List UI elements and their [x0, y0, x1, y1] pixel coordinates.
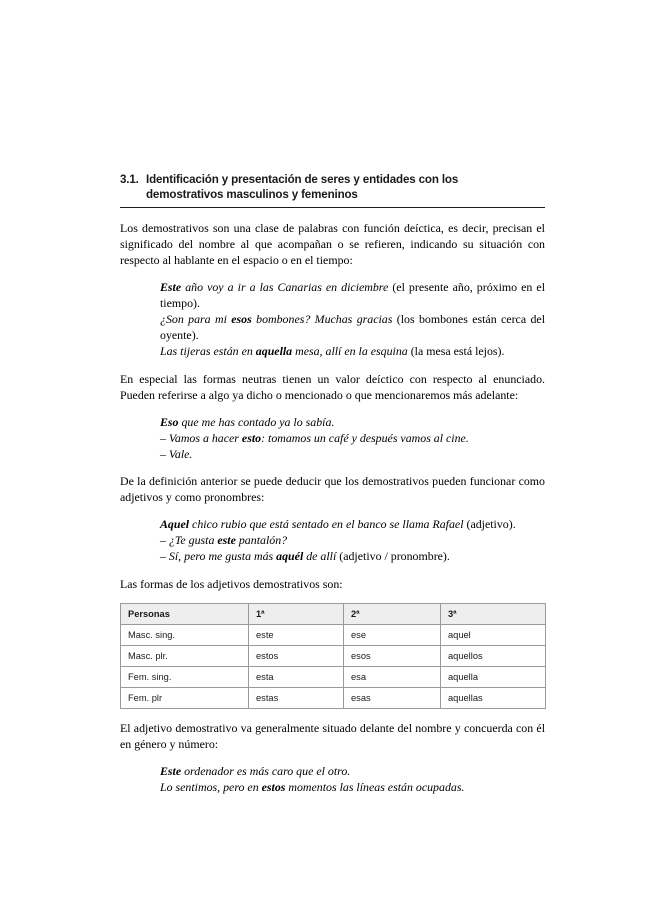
- table-header-row: [121, 603, 546, 624]
- example-text: ordenador es más caro que el otro.: [181, 763, 351, 778]
- example-text: mesa, allí en la esquina: [292, 344, 411, 359]
- dialogue-dash: –: [160, 533, 166, 548]
- spacer: [120, 462, 545, 473]
- example-text: pantalón?: [235, 533, 288, 548]
- section-title: [146, 172, 545, 203]
- example-line: [160, 430, 545, 446]
- example-text: Vale.: [165, 446, 193, 461]
- table-row: [121, 666, 546, 687]
- example-gloss: (adjetivo / pronombre).: [339, 549, 450, 564]
- example-gloss: (adjetivo).: [466, 517, 516, 532]
- spacer: [120, 709, 545, 720]
- example-line: [160, 516, 545, 532]
- spacer: [120, 208, 545, 220]
- table-cell-value: aquel: [441, 624, 546, 645]
- spacer: [120, 403, 545, 414]
- section-title-line1: Identificación y presentación de seres y entidades con los: [146, 173, 459, 186]
- example-text: bombones? Muchas gracias: [251, 312, 397, 327]
- page-title: [120, 172, 545, 203]
- demonstrative-term: aquella: [255, 344, 293, 359]
- table-row: [121, 687, 546, 708]
- spacer: [120, 360, 545, 371]
- paragraph-intro: Los demostrativos son una clase de palabras con función deíctica, es decir, precisan el significado del nombre al que acompañan o se refieren, indicando su situación con respecto al hablante en el espacio o en el tiempo:: [120, 220, 545, 267]
- example-block-4: [160, 763, 545, 795]
- column-header-personas: Personas: [121, 603, 249, 624]
- table-cell-value: esta: [249, 666, 344, 687]
- dialogue-dash: –: [160, 549, 166, 564]
- example-gloss: (la mesa está lejos).: [410, 344, 505, 359]
- table-cell-value: esos: [344, 645, 441, 666]
- example-line: [160, 446, 545, 462]
- example-line: [160, 532, 545, 548]
- table-cell-value: esa: [344, 666, 441, 687]
- dialogue-dash: –: [160, 430, 166, 445]
- example-line: [160, 763, 545, 779]
- paragraph-formas-intro: Las formas de los adjetivos demostrativos son:: [120, 576, 343, 591]
- example-block-2: [160, 414, 545, 462]
- demonstrative-term: Este: [160, 280, 182, 295]
- table-cell-value: estas: [249, 687, 344, 708]
- example-text: Las tijeras están en: [160, 344, 256, 359]
- paragraph-concordancia: El adjetivo demostrativo va generalmente situado delante del nombre y concuerda con él en género y número:: [120, 720, 545, 751]
- example-text: Sí, pero me gusta más: [165, 549, 277, 564]
- spacer: [120, 268, 545, 279]
- example-text: Vamos a hacer: [165, 430, 242, 445]
- table-cell-value: aquellas: [441, 687, 546, 708]
- demonstrative-term: aquél: [276, 549, 304, 564]
- demonstrative-term: esto: [241, 430, 262, 445]
- example-gloss: (el presente año, próximo en el tiempo).: [160, 280, 545, 311]
- spacer: [120, 752, 545, 763]
- spacer: [120, 505, 545, 516]
- table-cell-value: ese: [344, 624, 441, 645]
- example-line: [160, 311, 545, 343]
- paragraph-neutras: En especial las formas neutras tienen un valor deíctico con respecto al enunciado. Pueden referirse a algo ya dicho o mencionado o que mencionaremos más adelante:: [120, 371, 545, 402]
- example-text: momentos las líneas están ocupadas.: [285, 779, 465, 794]
- demonstrative-term: este: [217, 533, 236, 548]
- spacer: [120, 565, 545, 576]
- example-block-1: [160, 279, 545, 359]
- column-header-tercera: 3ª: [441, 603, 546, 624]
- demonstrative-forms-table: [120, 603, 546, 709]
- table-cell-label: Fem. sing.: [121, 666, 249, 687]
- example-line: [160, 279, 545, 311]
- demonstrative-term: Aquel: [160, 517, 190, 532]
- example-gloss: (los bombones están cerca del oyente).: [160, 312, 545, 343]
- paragraph-definicion: De la definición anterior se puede deducir que los demostrativos pueden funcionar como adjetivos y como pronombres:: [120, 474, 545, 505]
- section-title-line2: demostrativos masculinos y femeninos: [146, 188, 358, 202]
- example-line: [160, 414, 545, 430]
- spacer: [120, 592, 545, 603]
- table-row: [121, 624, 546, 645]
- table-cell-value: aquella: [441, 666, 546, 687]
- table-row: [121, 645, 546, 666]
- example-line: [160, 548, 545, 564]
- example-text: año voy a ir a las Canarias en diciembre: [181, 280, 393, 295]
- example-text: : tomamos un café y después vamos al cine.: [261, 430, 469, 445]
- section-number: 3.1.: [120, 173, 139, 186]
- example-block-3: [160, 516, 545, 564]
- column-header-segunda: 2ª: [344, 603, 441, 624]
- example-text: ¿Son para mi: [160, 312, 232, 327]
- demonstrative-term: esos: [231, 312, 252, 327]
- dialogue-dash: –: [160, 446, 166, 461]
- demonstrative-term: Este: [160, 763, 182, 778]
- example-line: [160, 779, 545, 795]
- example-text: Lo sentimos, pero en: [160, 779, 262, 794]
- page-content: [120, 172, 545, 795]
- example-text: ¿Te gusta: [165, 533, 218, 548]
- table-cell-label: Masc. plr.: [121, 645, 249, 666]
- table-cell-value: esas: [344, 687, 441, 708]
- table-cell-value: este: [249, 624, 344, 645]
- table-cell-value: estos: [249, 645, 344, 666]
- example-line: [160, 343, 545, 359]
- table-cell-value: aquellos: [441, 645, 546, 666]
- example-text: de allí: [303, 549, 340, 564]
- demonstrative-term: Eso: [160, 414, 179, 429]
- demonstrative-term: estos: [261, 779, 286, 794]
- column-header-primera: 1ª: [249, 603, 344, 624]
- example-text: chico rubio que está sentado en el banco se llama Rafael: [189, 517, 467, 532]
- table-cell-label: Fem. plr: [121, 687, 249, 708]
- example-text: que me has contado ya lo sabía.: [178, 414, 335, 429]
- table-cell-label: Masc. sing.: [121, 624, 249, 645]
